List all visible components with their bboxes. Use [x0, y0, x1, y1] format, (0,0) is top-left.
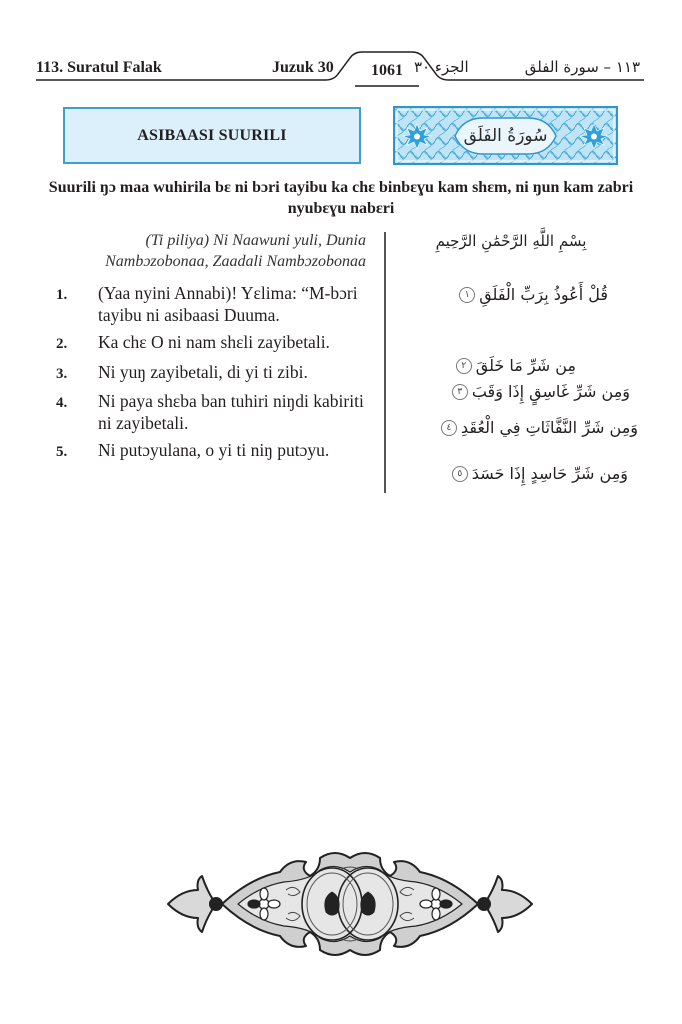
verse-item — [56, 283, 376, 326]
arabic-verse-text: قُلْ أَعُوذُ بِرَبِّ الْفَلَقِ — [479, 285, 608, 304]
verse-item — [56, 332, 376, 356]
surah-title-arabic: سُورَةُ الفَلَق — [463, 125, 548, 146]
ayah-number-icon: ٥ — [452, 466, 468, 482]
verse-number: 1. — [56, 287, 68, 303]
verse-number: 5. — [56, 444, 68, 460]
verse-number: 4. — [56, 395, 68, 411]
verse-text: Ni paya shɛba ban tuhiri niŋdi kabiriti ni zayibetali. — [98, 391, 364, 433]
arabic-verse — [459, 285, 608, 304]
arabic-verse-text: وَمِن شَرِّ النَّفَّاثَاتِ فِي الْعُقَدِ — [460, 418, 638, 437]
arabic-verse — [452, 464, 628, 483]
surah-label-arabic: ١١٣ – سورة الفلق — [524, 58, 640, 76]
basmala-arabic: بِسْمِ اللَّهِ الرَّحْمَٰنِ الرَّحِيمِ — [435, 232, 587, 250]
end-of-surah-ornament-icon — [160, 840, 540, 980]
ayah-number-icon: ٢ — [456, 358, 472, 374]
verse-text: Ni putɔyulana, o yi ti niŋ putɔyu. — [98, 440, 330, 460]
arabic-verse — [452, 382, 630, 401]
verse-item — [56, 440, 376, 464]
verse-text: (Yaa nyini Annabi)! Yɛlima: “M-bɔri tayibu ni asibaasi Duuma. — [98, 283, 358, 325]
verse-item — [56, 362, 376, 386]
surah-title-box — [63, 107, 361, 164]
arabic-verse-text: وَمِن شَرِّ غَاسِقٍ إِذَا وَقَبَ — [471, 382, 630, 401]
ayah-number-icon: ٣ — [452, 384, 468, 400]
page-number: 1061 — [371, 62, 403, 79]
arabic-verse-text: مِن شَرِّ مَا خَلَقَ — [475, 356, 576, 375]
verse-number: 2. — [56, 336, 68, 352]
column-divider — [384, 232, 386, 493]
juz-label: Juzuk 30 — [272, 59, 334, 76]
ayah-number-icon: ١ — [459, 287, 475, 303]
running-header — [0, 0, 682, 95]
surah-summary: Suurili ŋɔ maa wuhirila bɛ ni bɔri tayibu ka chɛ binbɛɣu kam shɛm, ni ŋun kam zabri nyubɛɣu nabɛri — [48, 179, 634, 217]
header-rule — [0, 0, 682, 95]
verse-text: Ni yuŋ zayibetali, di yi ti zibi. — [98, 361, 308, 382]
basmala-translation: (Ti piliya) Ni Naawuni yuli, Dunia Nambɔzobonaa, Zaadali Nambɔzobonaa — [105, 232, 366, 270]
surah-label: 113. Suratul Falak — [36, 59, 162, 76]
verse-number: 3. — [56, 365, 68, 382]
verse-item — [56, 391, 376, 434]
juz-label-arabic: الجزء ٣٠ — [414, 58, 469, 76]
verse-text: Ka chɛ O ni nam shɛli zayibetali. — [98, 332, 330, 352]
arabic-title-cartouche — [393, 106, 618, 165]
surah-title: ASIBAASI SUURILI — [137, 126, 287, 144]
arabic-verse-text: وَمِن شَرِّ حَاسِدٍ إِذَا حَسَدَ — [471, 464, 628, 483]
arabic-verse — [441, 418, 638, 437]
verse-translations — [56, 283, 376, 470]
arabic-verse — [456, 356, 576, 375]
ayah-number-icon: ٤ — [441, 420, 457, 436]
